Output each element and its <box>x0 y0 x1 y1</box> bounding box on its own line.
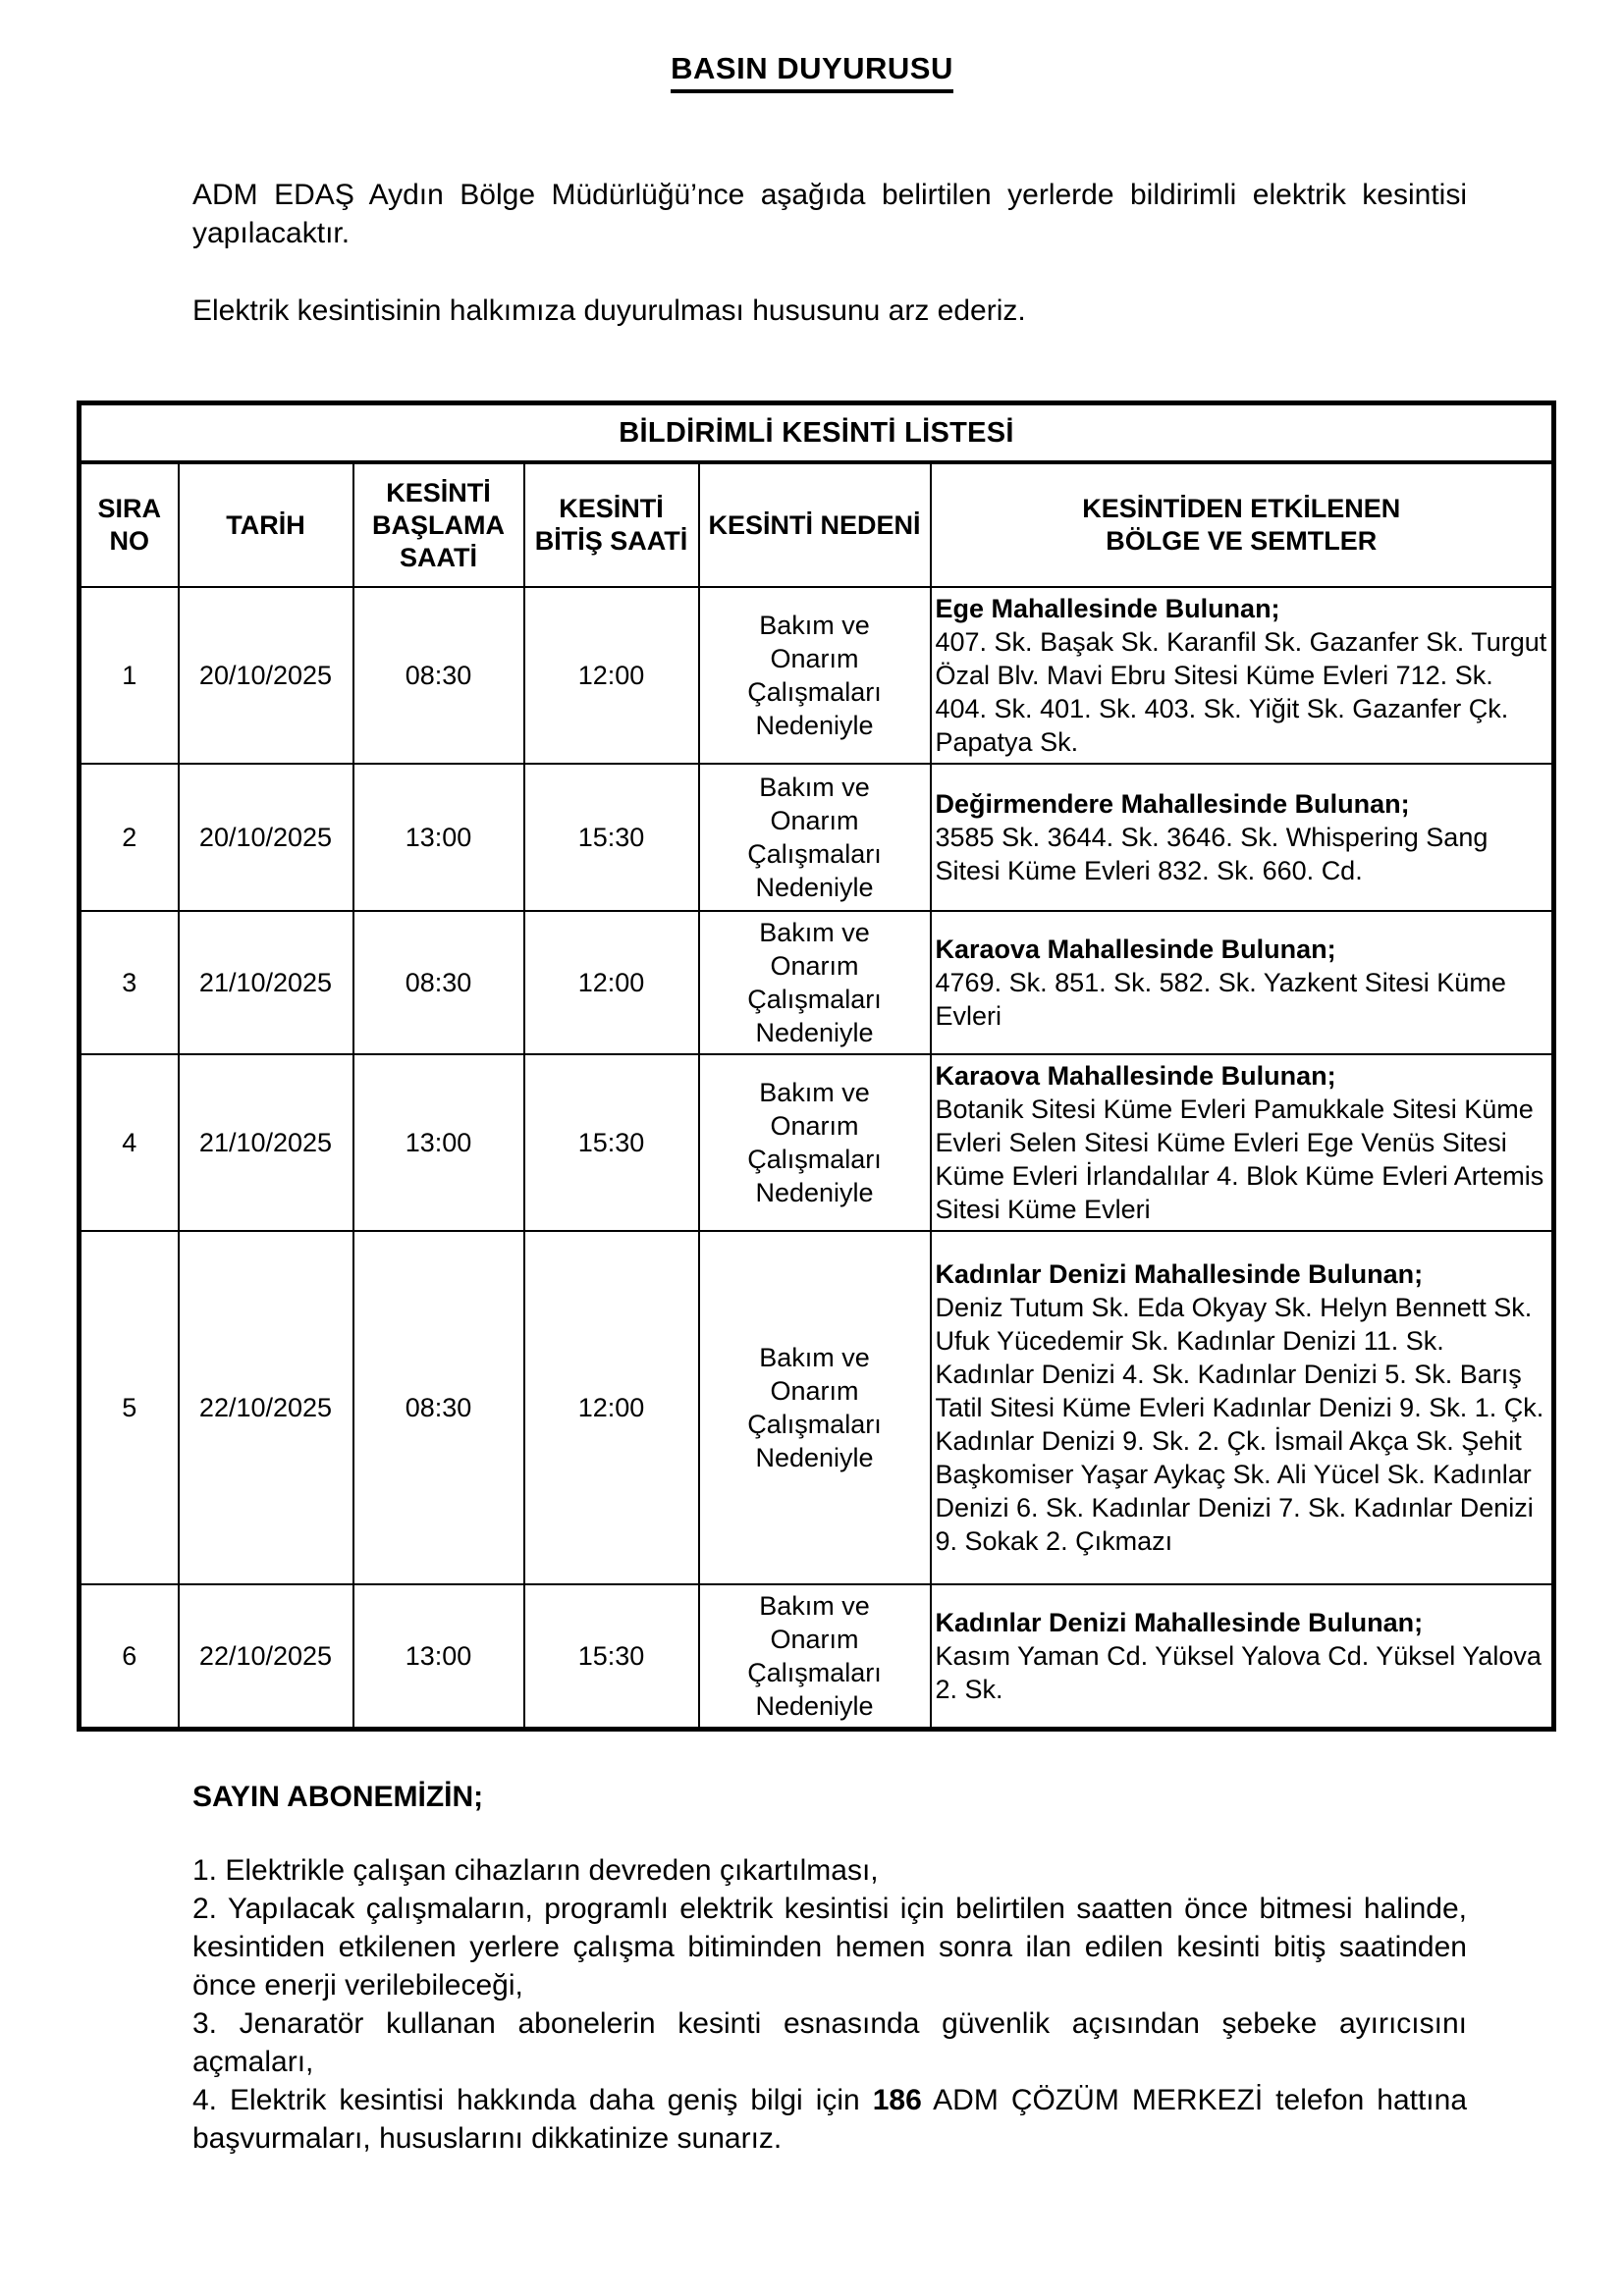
page-title-text: BASIN DUYURUSU <box>671 51 953 93</box>
start-time-cell: 13:00 <box>353 1584 524 1730</box>
footer-item-2: 2. Yapılacak çalışmaların, programlı elektrik kesintisi için belirtilen saatten önce bitmesi halinde, kesintiden etkilenen yerlere çalışma bitiminden hemen sonra ilan edilen kesinti bitiş saatinden önce enerji verilebileceği, <box>192 1893 1467 2002</box>
column-header-bitis-saati: KESİNTİ BİTİŞ SAATİ <box>524 462 699 587</box>
column-header-baslama-saati: KESİNTİ BAŞLAMA SAATİ <box>353 462 524 587</box>
area-detail: 3585 Sk. 3644. Sk. 3646. Sk. Whispering Sang Sitesi Küme Evleri 832. Sk. 660. Cd. <box>935 823 1489 885</box>
area-cell <box>931 587 1554 764</box>
end-time-cell: 12:00 <box>524 1231 699 1584</box>
table-row <box>80 764 1554 911</box>
reason-cell: Bakım ve Onarım Çalışmaları Nedeniyle <box>699 587 931 764</box>
table-header-row <box>80 462 1554 587</box>
reason-cell: Bakım ve Onarım Çalışmaları Nedeniyle <box>699 1584 931 1730</box>
page-title <box>0 51 1624 93</box>
date-cell: 22/10/2025 <box>179 1231 353 1584</box>
row-number-cell: 2 <box>80 764 179 911</box>
date-cell: 22/10/2025 <box>179 1584 353 1730</box>
outage-list-table <box>77 400 1556 1732</box>
intro-paragraph-2: Elektrik kesintisinin halkımıza duyurulması hususunu arz ederiz. <box>192 294 1026 327</box>
area-detail: Kasım Yaman Cd. Yüksel Yalova Cd. Yüksel Yalova 2. Sk. <box>935 1641 1542 1704</box>
intro-paragraph-1: ADM EDAŞ Aydın Bölge Müdürlüğü’nce aşağıda belirtilen yerlerde bildirimli elektrik kesintisi yapılacaktır. <box>192 179 1467 249</box>
column-header-tarih: TARİH <box>179 462 353 587</box>
column-header-nedeni: KESİNTİ NEDENİ <box>699 462 931 587</box>
footer-item-1: 1. Elektrikle çalışan cihazların devreden çıkartılması, <box>192 1854 879 1887</box>
area-title: Karaova Mahallesinde Bulunan; <box>935 1061 1336 1091</box>
end-time-cell: 15:30 <box>524 1054 699 1231</box>
table-row <box>80 911 1554 1054</box>
table-caption: BİLDİRİMLİ KESİNTİ LİSTESİ <box>80 403 1554 463</box>
area-detail: Botanik Sitesi Küme Evleri Pamukkale Sitesi Küme Evleri Selen Sitesi Küme Evleri Ege Venüs Sitesi Küme Evleri İrlandalılar 4. Blok Küme Evleri Artemis Sitesi Küme Evleri <box>935 1095 1544 1224</box>
row-number-cell: 6 <box>80 1584 179 1730</box>
reason-cell: Bakım ve Onarım Çalışmaları Nedeniyle <box>699 764 931 911</box>
date-cell: 21/10/2025 <box>179 1054 353 1231</box>
footer-item-4-phone: 186 <box>872 2084 922 2116</box>
table-caption-row <box>80 403 1554 463</box>
column-header-bolge-semtler: KESİNTİDEN ETKİLENEN BÖLGE VE SEMTLER <box>931 462 1554 587</box>
area-title: Kadınlar Denizi Mahallesinde Bulunan; <box>935 1608 1424 1637</box>
start-time-cell: 13:00 <box>353 1054 524 1231</box>
table-row <box>80 1231 1554 1584</box>
area-cell <box>931 1231 1554 1584</box>
end-time-cell: 12:00 <box>524 911 699 1054</box>
date-cell: 20/10/2025 <box>179 587 353 764</box>
start-time-cell: 08:30 <box>353 1231 524 1584</box>
date-cell: 21/10/2025 <box>179 911 353 1054</box>
area-cell <box>931 1054 1554 1231</box>
reason-cell: Bakım ve Onarım Çalışmaları Nedeniyle <box>699 911 931 1054</box>
end-time-cell: 15:30 <box>524 1584 699 1730</box>
area-detail: Deniz Tutum Sk. Eda Okyay Sk. Helyn Bennett Sk. Ufuk Yücedemir Sk. Kadınlar Denizi 11. Sk. Kadınlar Denizi 4. Sk. Kadınlar Denizi 5. Sk. Barış Tatil Sitesi Küme Evleri Kadınlar Denizi 9. Sk. 1. Çk. Kadınlar Denizi 9. Sk. 2. Çk. İsmail Akça Sk. Şehit Başkomiser Yaşar Aykaç Sk. Ali Yücel Sk. Kadınlar Denizi 6. Sk. Kadınlar Denizi 7. Sk. Kadınlar Denizi 9. Sokak 2. Çıkmazı <box>935 1293 1544 1556</box>
column-header-sira-no: SIRA NO <box>80 462 179 587</box>
end-time-cell: 15:30 <box>524 764 699 911</box>
area-detail: 407. Sk. Başak Sk. Karanfil Sk. Gazanfer Sk. Turgut Özal Blv. Mavi Ebru Sitesi Küme Evleri 712. Sk. 404. Sk. 401. Sk. 403. Sk. Yiğit Sk. Gazanfer Çk. Papatya Sk. <box>935 627 1547 757</box>
start-time-cell: 13:00 <box>353 764 524 911</box>
footer-item-3: 3. Jenaratör kullanan abonelerin kesinti esnasında güvenlik açısından şebeke ayırıcısını açmaları, <box>192 2007 1467 2078</box>
row-number-cell: 4 <box>80 1054 179 1231</box>
table-row <box>80 1584 1554 1730</box>
table-row <box>80 587 1554 764</box>
area-cell <box>931 911 1554 1054</box>
area-title: Değirmendere Mahallesinde Bulunan; <box>935 789 1410 819</box>
row-number-cell: 1 <box>80 587 179 764</box>
reason-cell: Bakım ve Onarım Çalışmaları Nedeniyle <box>699 1054 931 1231</box>
row-number-cell: 3 <box>80 911 179 1054</box>
footer-item-4 <box>192 2081 1467 2158</box>
area-cell <box>931 764 1554 911</box>
area-title: Ege Mahallesinde Bulunan; <box>935 594 1280 623</box>
area-title: Kadınlar Denizi Mahallesinde Bulunan; <box>935 1259 1424 1289</box>
area-detail: 4769. Sk. 851. Sk. 582. Sk. Yazkent Sitesi Küme Evleri <box>935 968 1506 1031</box>
area-title: Karaova Mahallesinde Bulunan; <box>935 934 1336 964</box>
footer-item-4-post: ADM ÇÖZÜM MERKEZİ telefon hattına başvurmaları, hususlarını dikkatinize sunarız. <box>192 2084 1468 2155</box>
table-row <box>80 1054 1554 1231</box>
row-number-cell: 5 <box>80 1231 179 1584</box>
start-time-cell: 08:30 <box>353 587 524 764</box>
reason-cell: Bakım ve Onarım Çalışmaları Nedeniyle <box>699 1231 931 1584</box>
date-cell: 20/10/2025 <box>179 764 353 911</box>
area-cell <box>931 1584 1554 1730</box>
footer-heading: SAYIN ABONEMİZİN; <box>192 1781 484 1813</box>
start-time-cell: 08:30 <box>353 911 524 1054</box>
footer-item-4-pre: 4. Elektrik kesintisi hakkında daha geniş bilgi için <box>192 2084 873 2116</box>
end-time-cell: 12:00 <box>524 587 699 764</box>
